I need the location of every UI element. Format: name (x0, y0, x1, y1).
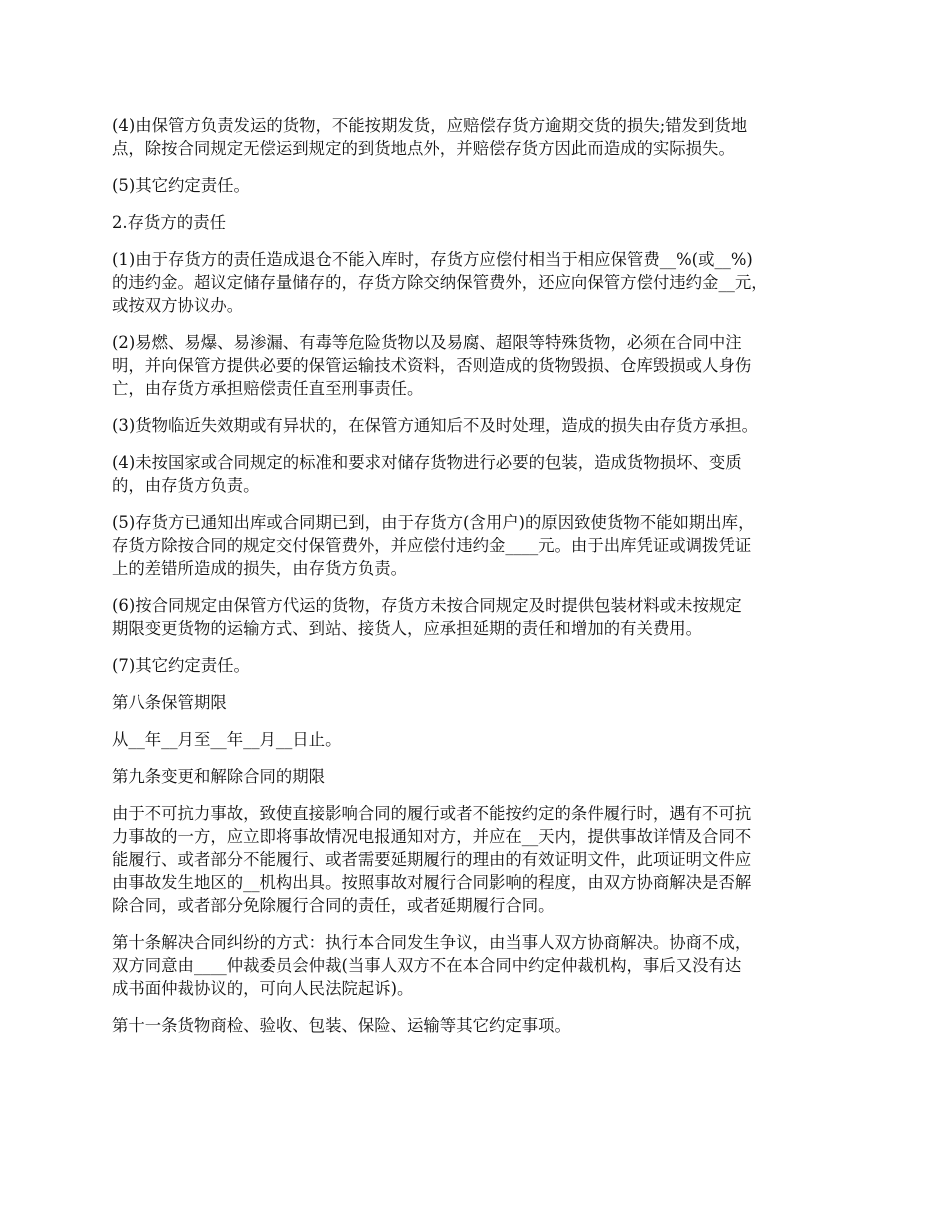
text-line: 第十条解决合同纠纷的方式：执行本合同发生争议，由当事人双方协商解决。协商不成， (112, 933, 752, 952)
paragraph-other-duty-5 (112, 174, 842, 197)
text-line: 力事故的一方，应立即将事故情况电报通知对方，并应在__天内，提供事故详情及合同不 (112, 827, 752, 846)
text-line: 第九条变更和解除合同的期限 (112, 767, 326, 786)
article-10-body (112, 931, 842, 1000)
paragraph-depositor-duty-4 (112, 451, 842, 497)
article-8-period (112, 728, 842, 751)
text-line: (5)存货方已通知出库或合同期已到，由于存货方(含用户)的原因致使货物不能如期出库， (112, 513, 755, 532)
article-9-heading (112, 765, 842, 788)
text-line: 的违约金。超议定储存量储存的，存货方除交纳保管费外，还应向保管方偿付违约金__元， (112, 273, 768, 292)
paragraph-depositor-duty-6 (112, 594, 842, 640)
paragraph-depositor-duty-1 (112, 248, 842, 317)
text-line: 除合同，或者部分免除履行合同的责任，或者延期履行合同。 (112, 896, 555, 915)
document-body (112, 114, 842, 1051)
text-line: 第八条保管期限 (112, 693, 227, 712)
paragraph-depositor-duty-5 (112, 511, 842, 580)
text-line: 的，由存货方负责。 (112, 476, 260, 495)
text-line: 能履行、或者部分不能履行、或者需要延期履行的理由的有效证明文件，此项证明文件应 (112, 850, 752, 869)
text-line: (4)未按国家或合同规定的标准和要求对储存货物进行必要的包装，造成货物损坏、变质 (112, 453, 742, 472)
paragraph-depositor-duty-3 (112, 414, 842, 437)
article-9-body (112, 802, 842, 917)
paragraph-depositor-duty-2 (112, 331, 842, 400)
text-line: 亡，由存货方承担赔偿责任直至刑事责任。 (112, 379, 424, 398)
section-heading-depositor-duty (112, 211, 842, 234)
text-line: 点，除按合同规定无偿运到规定的到货地点外，并赔偿存货方因此而造成的实际损失。 (112, 139, 735, 158)
text-line: 成书面仲裁协议的，可向人民法院起诉)。 (112, 979, 414, 998)
paragraph-storage-delivery-duty (112, 114, 842, 160)
article-11-heading (112, 1014, 842, 1037)
text-line: 明，并向保管方提供必要的保管运输技术资料，否则造成的货物毁损、仓库毁损或人身伤 (112, 356, 752, 375)
text-line: 上的差错所造成的损失，由存货方负责。 (112, 559, 408, 578)
text-line: 2.存货方的责任 (112, 213, 226, 232)
text-line: 或按双方协议办。 (112, 296, 244, 315)
text-line: 第十一条货物商检、验收、包装、保险、运输等其它约定事项。 (112, 1016, 571, 1035)
text-line: 双方同意由____仲裁委员会仲裁(当事人双方不在本合同中约定仲裁机构，事后又没有达 (112, 956, 742, 975)
text-line: (4)由保管方负责发运的货物，不能按期发货，应赔偿存货方逾期交货的损失;错发到货地 (112, 116, 748, 135)
text-line: (6)按合同规定由保管方代运的货物，存货方未按合同规定及时提供包装材料或未按规定 (112, 596, 742, 615)
article-8-heading (112, 691, 842, 714)
text-line: 由于不可抗力事故，致使直接影响合同的履行或者不能按约定的条件履行时，遇有不可抗 (112, 804, 752, 823)
text-line: (2)易燃、易爆、易渗漏、有毒等危险货物以及易腐、超限等特殊货物，必须在合同中注 (112, 333, 742, 352)
text-line: (1)由于存货方的责任造成退仓不能入库时，存货方应偿付相当于相应保管费__%(或__%) (112, 250, 753, 269)
paragraph-depositor-duty-7 (112, 654, 842, 677)
text-line: (5)其它约定责任。 (112, 176, 250, 195)
text-line: 存货方除按合同的规定交付保管费外，并应偿付违约金____元。由于出库凭证或调拨凭证 (112, 536, 752, 555)
text-line: 从__年__月至__年__月__日止。 (112, 730, 342, 749)
text-line: (3)货物临近失效期或有异状的，在保管方通知后不及时处理，造成的损失由存货方承担。 (112, 416, 759, 435)
text-line: (7)其它约定责任。 (112, 656, 250, 675)
text-line: 期限变更货物的运输方式、到站、接货人，应承担延期的责任和增加的有关费用。 (112, 619, 703, 638)
text-line: 由事故发生地区的__机构出具。按照事故对履行合同影响的程度，由双方协商解决是否解 (112, 873, 752, 892)
